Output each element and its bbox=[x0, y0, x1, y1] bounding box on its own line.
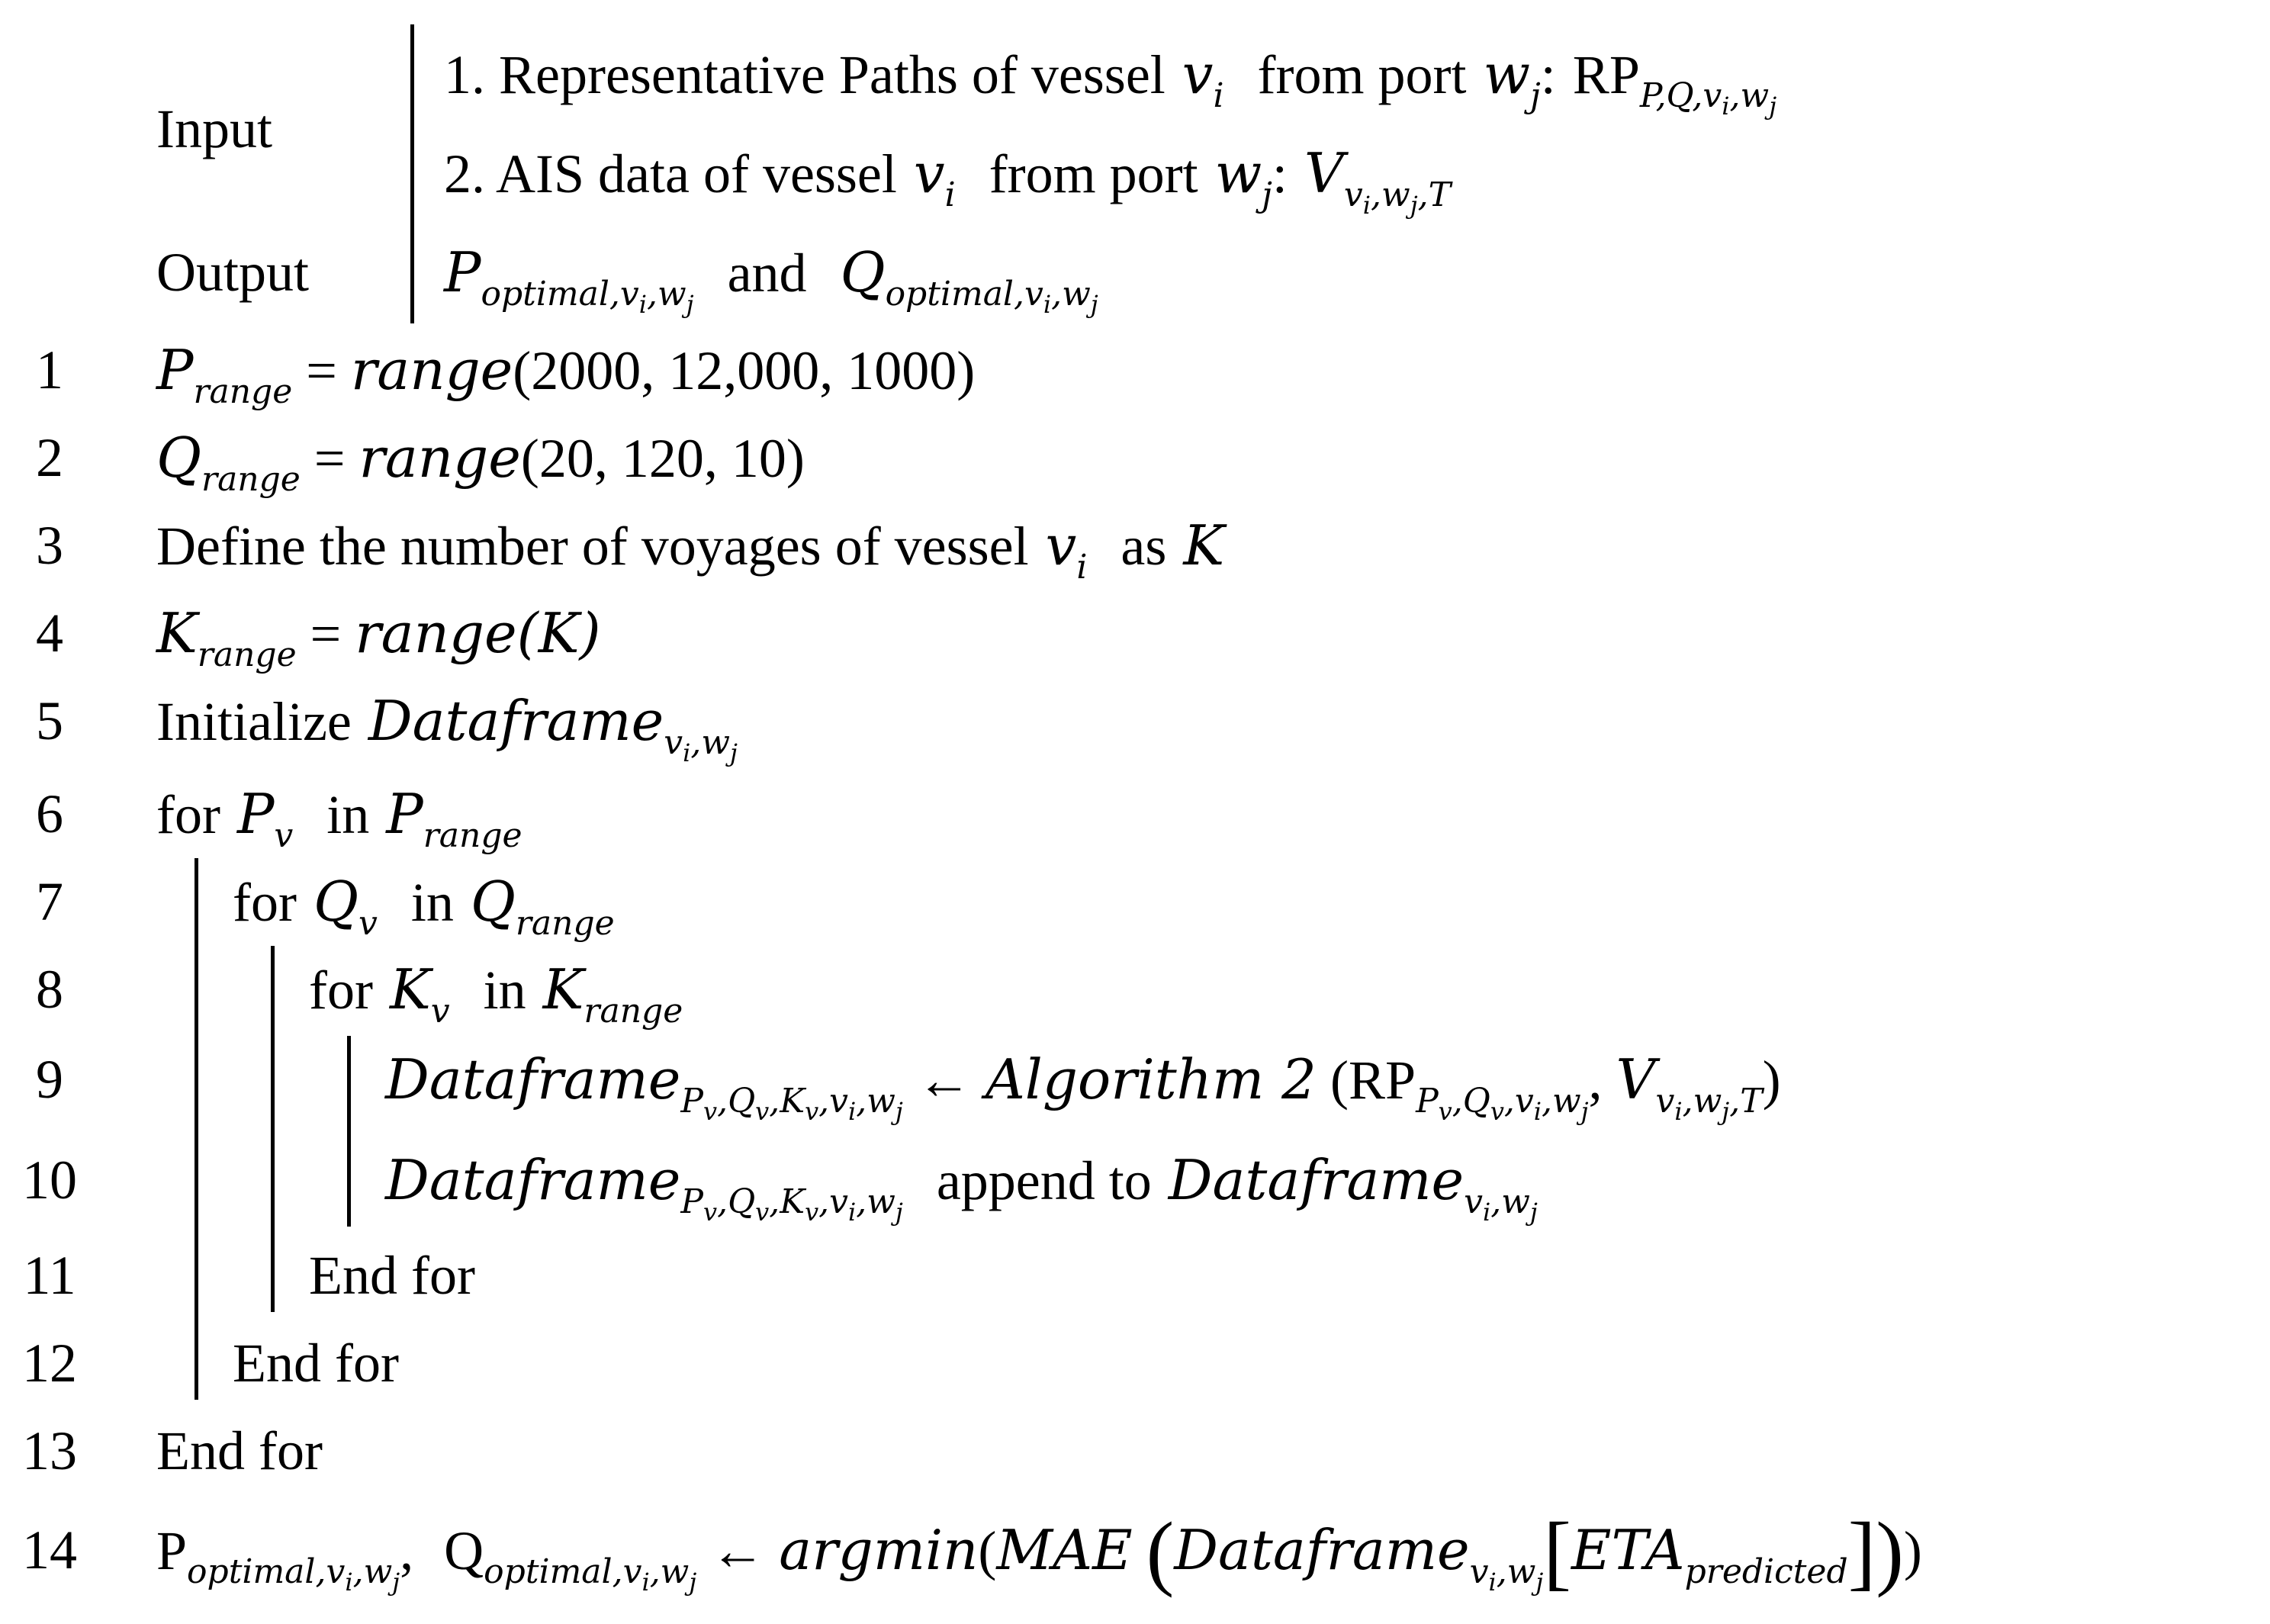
output-label: Output bbox=[156, 242, 310, 303]
line-content: $P_{optimal,v_i,w_j}$, $Q_{optimal,v_i,w_j}$ ← argmin(MAE $(Dataframe_{v_i,w_j}[ETA_{predicted}])$) bbox=[156, 1505, 1922, 1598]
line-number: 10 bbox=[22, 1150, 77, 1211]
algo-line-10 bbox=[0, 1137, 2270, 1227]
algo-line-13 bbox=[0, 1407, 2270, 1495]
line-content: Dataframe$_{P_v,Q_v,K_v,v_i,w_j}$append to Dataframe$_{v_i,w_j}$ bbox=[385, 1148, 1538, 1227]
algo-line-5 bbox=[0, 677, 2270, 765]
line-content: Dataframe$_{P_v,Q_v,K_v,v_i,w_j}$ ← Algorithm 2 ($RP_{P_v,Q_v,v_i,w_j}$, $V_{v_i,w_j,T}$) bbox=[385, 1047, 1781, 1126]
loop-bar-p bbox=[195, 858, 198, 1400]
line-number: 11 bbox=[23, 1245, 76, 1306]
line-number: 7 bbox=[36, 871, 63, 932]
line-content: $Q_{range}$ = range(20, 120, 10) bbox=[156, 426, 805, 499]
algo-line-12 bbox=[0, 1320, 2270, 1407]
output-values: $P_{optimal,v_i,w_j}and$ $Q_{optimal,v_i,w_j}$ bbox=[444, 240, 1098, 319]
line-number: 8 bbox=[36, 959, 63, 1020]
line-content: Initialize Dataframe$_{v_i,w_j}$ bbox=[156, 689, 738, 767]
line-number: 5 bbox=[36, 690, 63, 751]
line-number: 1 bbox=[36, 339, 63, 400]
line-number: 9 bbox=[36, 1049, 63, 1110]
line-content: $P_{range}$ = range(2000, 12,000, 1000) bbox=[156, 338, 976, 411]
algo-line-8 bbox=[0, 946, 2270, 1034]
line-number: 3 bbox=[36, 515, 63, 576]
line-content: for $K_v$ in $K_{range}$ bbox=[309, 957, 683, 1031]
line-number: 12 bbox=[22, 1333, 77, 1394]
line-number: 14 bbox=[22, 1519, 77, 1581]
algo-line-4 bbox=[0, 590, 2270, 677]
algo-line-6 bbox=[0, 770, 2270, 858]
line-number: 13 bbox=[22, 1420, 77, 1481]
line-content: for $Q_v$ in $Q_{range}$ bbox=[233, 870, 615, 943]
algo-line-1 bbox=[0, 326, 2270, 414]
algo-line-11 bbox=[0, 1232, 2270, 1320]
input-1: 1. Representative Paths of vessel $v_i$ from port $w_j$: $RP_{P,Q,v_i,w_j}$ bbox=[444, 42, 1777, 121]
line-content: End for bbox=[233, 1333, 399, 1394]
algo-line-14 bbox=[0, 1505, 2270, 1598]
line-content: for $P_v$ in $P_{range}$ bbox=[156, 782, 522, 855]
algo-line-3 bbox=[0, 502, 2270, 590]
line-content: Define the number of voyages of vessel $v_i$ as K bbox=[156, 513, 1225, 587]
line-number: 2 bbox=[36, 427, 63, 488]
input-2: 2. AIS data of vessel $v_i$ from port $w_j$: $V_{v_i,w_j,T}$ bbox=[444, 141, 1451, 220]
input-label: Input bbox=[156, 98, 272, 159]
io-divider bbox=[410, 24, 414, 323]
algo-line-9 bbox=[0, 1036, 2270, 1124]
line-content: End for bbox=[156, 1420, 323, 1481]
line-number: 6 bbox=[36, 783, 63, 844]
loop-bar-k bbox=[347, 1036, 351, 1227]
line-content: $K_{range}$ = range(K) bbox=[156, 601, 601, 674]
loop-bar-q bbox=[271, 946, 275, 1312]
algo-line-7 bbox=[0, 858, 2270, 946]
algo-line-2 bbox=[0, 414, 2270, 502]
line-content: End for bbox=[309, 1245, 475, 1306]
line-number: 4 bbox=[36, 603, 63, 664]
